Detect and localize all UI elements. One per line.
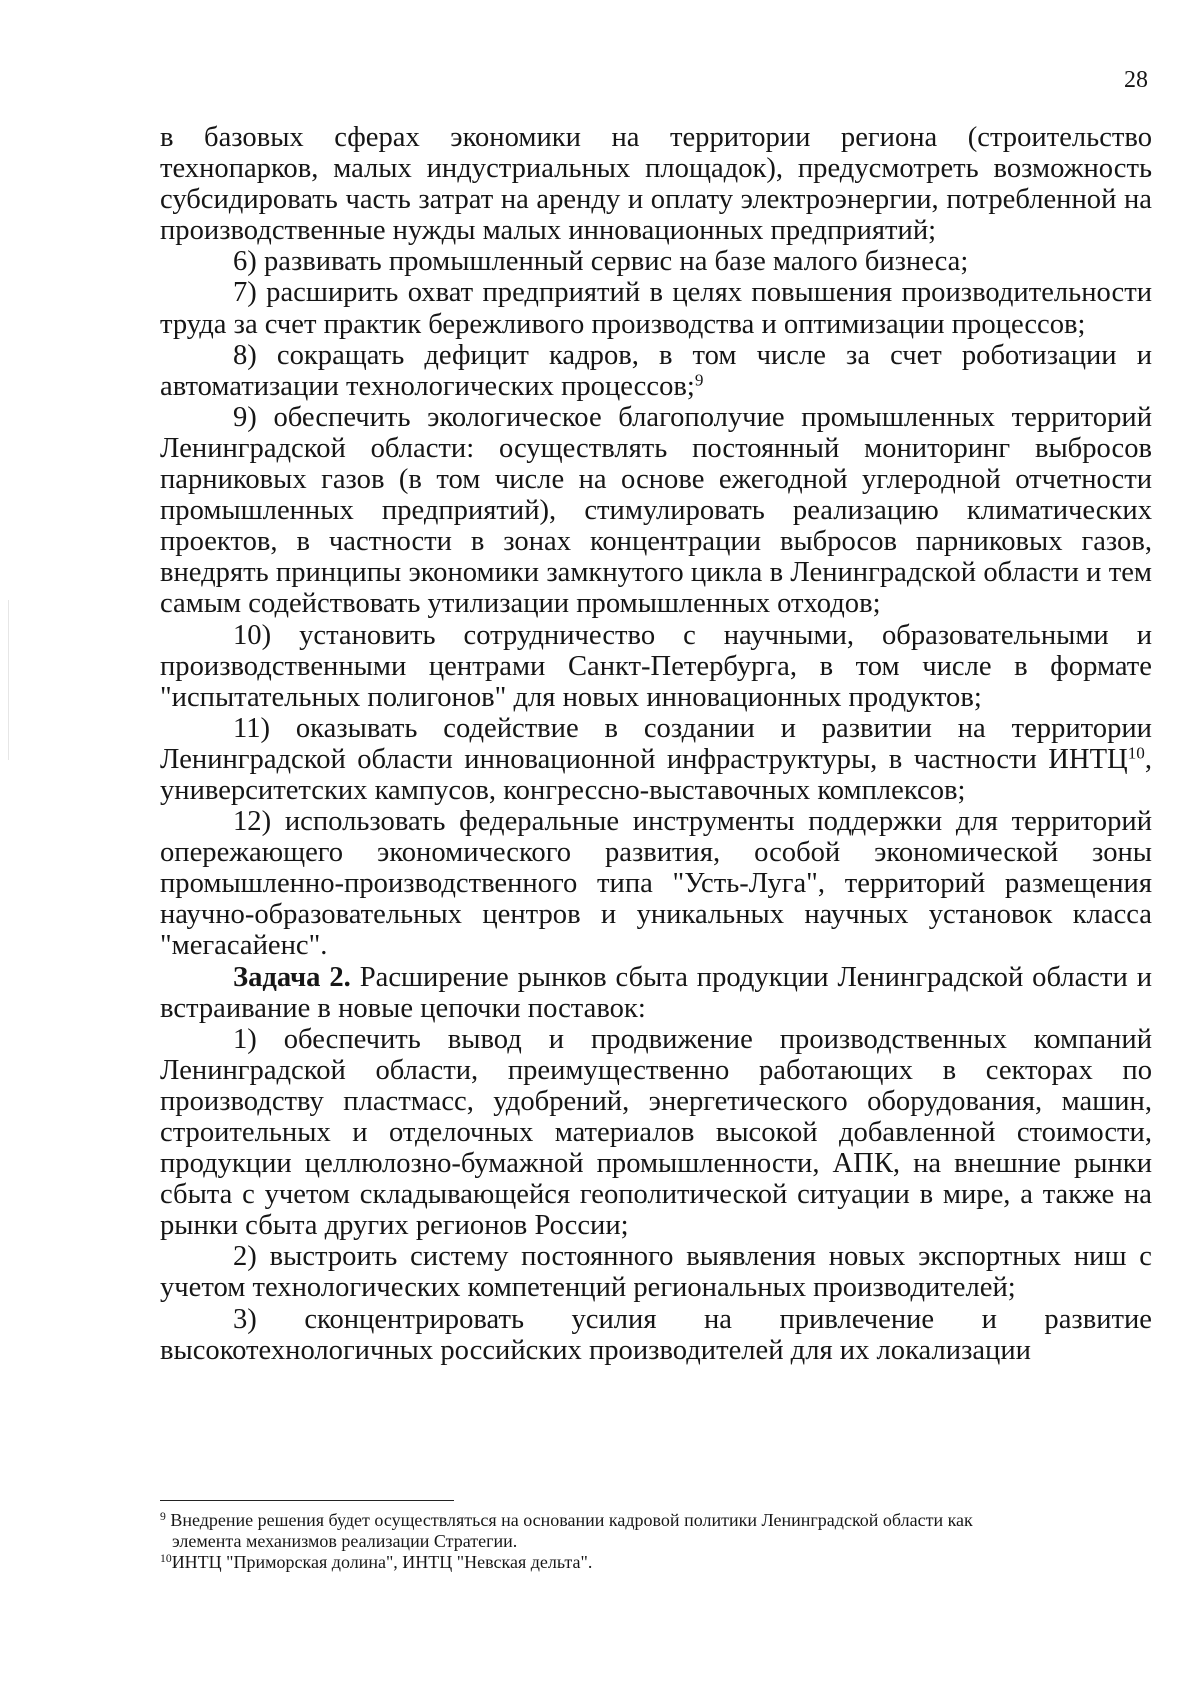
- scan-edge-mark: [8, 600, 9, 760]
- footnote-separator: [160, 1500, 454, 1501]
- footnotes: [160, 1510, 1152, 1573]
- footnote-9-continuation: элемента механизмов реализации Стратегии.: [172, 1531, 518, 1551]
- list-item-8: [160, 340, 1152, 402]
- footnote-9-mark: 9: [160, 1510, 166, 1524]
- list-item-10: 10) установить сотрудничество с научными, образовательными и производственными центрами Санкт-Петербурга, в том числе в формате "испытательных полигонов" для новых инновационных продуктов;: [160, 619, 1152, 713]
- list-item-11-text-b: , университетских кампусов, конгрессно-выставочных комплексов;: [160, 743, 1152, 806]
- list-item-11: [160, 713, 1152, 806]
- task-2-text: Расширение рынков сбыта продукции Ленинградской области и встраивание в новые цепочки поставок:: [160, 961, 1152, 1024]
- footnote-ref-10: 10: [1127, 743, 1145, 763]
- list-item-9: 9) обеспечить экологическое благополучие промышленных территорий Ленинградской области: осуществлять постоянный мониторинг выбросов парниковых газов (в том числе на основе ежегодной углеродной отчетности промышленных предприятий), стимулировать реализацию климатических проектов, в частности в зонах концентрации выбросов парниковых газов, внедрять принципы экономики замкнутого цикла в Ленинградской области и тем самым содействовать утилизации промышленных отходов;: [160, 401, 1152, 620]
- task2-item-1: 1) обеспечить вывод и продвижение производственных компаний Ленинградской области, преимущественно работающих в секторах по производству пластмасс, удобрений, энергетического оборудования, машин, строительных и отделочных материалов высокой добавленной стоимости, продукции целлюлозно-бумажной промышленности, АПК, на внешние рынки сбыта с учетом складывающейся геополитической ситуации в мире, а также на рынки сбыта других регионов России;: [160, 1023, 1152, 1242]
- list-item-12: 12) использовать федеральные инструменты поддержки для территорий опережающего экономического развития, особой экономической зоны промышленно-производственного типа "Усть-Луга", территорий размещения научно-образовательных центров и уникальных научных установок класса "мегасайенс".: [160, 806, 1152, 962]
- paragraph-continuation: в базовых сферах экономики на территории региона (строительство технопарков, малых индустриальных площадок), предусмотреть возможность субсидировать часть затрат на аренду и оплату электроэнергии, потребленной на производственные нужды малых инновационных предприятий;: [160, 122, 1152, 247]
- list-item-6: 6) развивать промышленный сервис на базе малого бизнеса;: [233, 246, 969, 278]
- footnote-10-text: ИНТЦ "Приморская долина", ИНТЦ "Невская дельта".: [171, 1552, 593, 1572]
- task-2-label: Задача 2.: [233, 961, 351, 993]
- footnote-9: [160, 1510, 1152, 1531]
- task2-item-3: 3) сконцентрировать усилия на привлечение и развитие высокотехнологичных российских производителей для их локализации: [160, 1303, 1152, 1366]
- footnote-ref-9: 9: [694, 370, 704, 390]
- footnote-10: [160, 1552, 1152, 1573]
- footnote-9-text: Внедрение решения будет осуществляться на основании кадровой политики Ленинградской области как: [165, 1510, 973, 1530]
- main-text: [160, 122, 1152, 1366]
- task-2-heading: [160, 962, 1152, 1024]
- list-item-11-text-a: 11) оказывать содействие в создании и развитии на территории Ленинградской области инновационной инфраструктуры, в частности ИНТЦ: [160, 712, 1152, 775]
- task2-item-2: 2) выстроить систему постоянного выявления новых экспортных ниш с учетом технологических компетенций региональных производителей;: [160, 1241, 1152, 1304]
- list-item-8-text: 8) сокращать дефицит кадров, в том числе за счет роботизации и автоматизации технологических процессов;: [160, 339, 1152, 402]
- list-item-7: 7) расширить охват предприятий в целях повышения производительности труда за счет практик бережливого производства и оптимизации процессов;: [160, 277, 1152, 340]
- footnote-10-mark: 10: [160, 1552, 172, 1566]
- page-number: 28: [1124, 67, 1148, 93]
